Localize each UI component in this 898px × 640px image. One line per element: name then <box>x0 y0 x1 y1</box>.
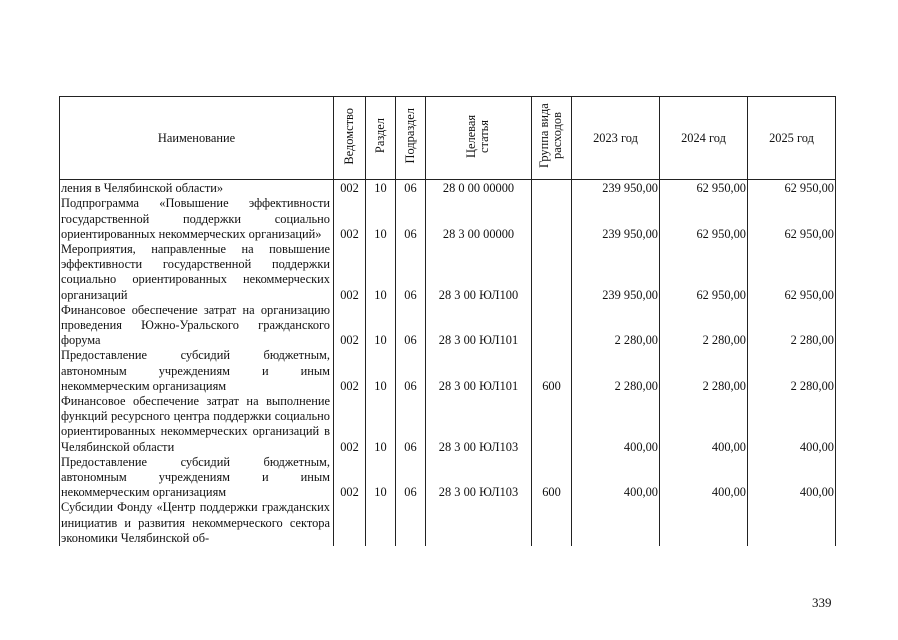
table-row <box>60 196 836 242</box>
table-row <box>60 394 836 455</box>
header-subsection: Подраздел <box>396 97 426 180</box>
row-2023 <box>572 500 660 546</box>
row-2024: 2 280,00 <box>660 348 748 394</box>
row-group: 600 <box>532 348 572 394</box>
row-2025 <box>748 500 836 546</box>
row-2024 <box>660 500 748 546</box>
row-section: 10 <box>366 196 396 242</box>
row-2025: 400,00 <box>748 455 836 501</box>
table-row <box>60 180 836 197</box>
row-name: Финансовое обеспечение затрат на выполнение функций ресурсного центра поддержки социально ориентированных некоммерческих организаций в Челябинской области <box>60 394 334 455</box>
row-section: 10 <box>366 303 396 349</box>
row-target: 28 3 00 ЮЛ103 <box>426 455 532 501</box>
row-subsection <box>396 500 426 546</box>
row-target: 28 3 00 00000 <box>426 196 532 242</box>
row-ministry: 002 <box>334 394 366 455</box>
row-subsection: 06 <box>396 196 426 242</box>
row-section: 10 <box>366 180 396 197</box>
table-row <box>60 455 836 501</box>
header-ministry: Ведомство <box>334 97 366 180</box>
row-group <box>532 303 572 349</box>
row-target: 28 3 00 ЮЛ101 <box>426 348 532 394</box>
row-target: 28 0 00 00000 <box>426 180 532 197</box>
header-expense-group: Группа вида расходов <box>532 97 572 180</box>
table-row <box>60 303 836 349</box>
row-group: 600 <box>532 455 572 501</box>
table-row <box>60 242 836 303</box>
row-subsection: 06 <box>396 303 426 349</box>
row-2024: 62 950,00 <box>660 242 748 303</box>
row-2024: 62 950,00 <box>660 180 748 197</box>
row-name: Предоставление субсидий бюджетным, автономным учреждениям и иным некоммерческим организациям <box>60 455 334 501</box>
row-2023: 2 280,00 <box>572 348 660 394</box>
row-name: Мероприятия, направленные на повышение эффективности государственной поддержки социально ориентированных некоммерческих организаций <box>60 242 334 303</box>
row-group <box>532 394 572 455</box>
row-ministry: 002 <box>334 242 366 303</box>
row-subsection: 06 <box>396 242 426 303</box>
header-2023: 2023 год <box>572 97 660 180</box>
row-ministry: 002 <box>334 455 366 501</box>
header-target: Целевая статья <box>426 97 532 180</box>
row-subsection: 06 <box>396 348 426 394</box>
table-header-row <box>60 97 836 180</box>
row-2023: 239 950,00 <box>572 242 660 303</box>
row-2025: 2 280,00 <box>748 348 836 394</box>
row-target: 28 3 00 ЮЛ101 <box>426 303 532 349</box>
row-2023: 239 950,00 <box>572 180 660 197</box>
row-ministry: 002 <box>334 348 366 394</box>
row-section: 10 <box>366 348 396 394</box>
row-name: Субсидии Фонду «Центр поддержки гражданских инициатив и развития некоммерческого сектора экономики Челябинской об- <box>60 500 334 546</box>
row-2024: 62 950,00 <box>660 196 748 242</box>
table-row <box>60 500 836 546</box>
table-row <box>60 348 836 394</box>
row-2023: 2 280,00 <box>572 303 660 349</box>
row-2025: 62 950,00 <box>748 196 836 242</box>
row-2025: 2 280,00 <box>748 303 836 349</box>
row-section: 10 <box>366 394 396 455</box>
row-2025: 400,00 <box>748 394 836 455</box>
row-group <box>532 242 572 303</box>
row-2024: 400,00 <box>660 394 748 455</box>
row-subsection: 06 <box>396 394 426 455</box>
row-group <box>532 500 572 546</box>
header-name: Наименование <box>60 97 334 180</box>
row-name: Предоставление субсидий бюджетным, автономным учреждениям и иным некоммерческим организациям <box>60 348 334 394</box>
budget-table <box>59 96 836 546</box>
row-2025: 62 950,00 <box>748 180 836 197</box>
row-name: Финансовое обеспечение затрат на организацию проведения Южно-Уральского гражданского форума <box>60 303 334 349</box>
row-group <box>532 180 572 197</box>
row-target <box>426 500 532 546</box>
page-number: 339 <box>812 595 832 610</box>
row-ministry: 002 <box>334 196 366 242</box>
row-target: 28 3 00 ЮЛ103 <box>426 394 532 455</box>
row-name: Подпрограмма «Повышение эффективности государственной поддержки социально ориентированных некоммерческих организаций» <box>60 196 334 242</box>
row-section: 10 <box>366 242 396 303</box>
row-2025: 62 950,00 <box>748 242 836 303</box>
row-2023: 400,00 <box>572 455 660 501</box>
row-ministry: 002 <box>334 303 366 349</box>
header-2024: 2024 год <box>660 97 748 180</box>
row-name: ления в Челябинской области» <box>60 180 334 197</box>
row-ministry <box>334 500 366 546</box>
row-2023: 239 950,00 <box>572 196 660 242</box>
row-group <box>532 196 572 242</box>
row-target: 28 3 00 ЮЛ100 <box>426 242 532 303</box>
row-section <box>366 500 396 546</box>
row-section: 10 <box>366 455 396 501</box>
row-2024: 2 280,00 <box>660 303 748 349</box>
row-subsection: 06 <box>396 455 426 501</box>
row-2024: 400,00 <box>660 455 748 501</box>
header-section: Раздел <box>366 97 396 180</box>
row-ministry: 002 <box>334 180 366 197</box>
header-2025: 2025 год <box>748 97 836 180</box>
row-2023: 400,00 <box>572 394 660 455</box>
row-subsection: 06 <box>396 180 426 197</box>
